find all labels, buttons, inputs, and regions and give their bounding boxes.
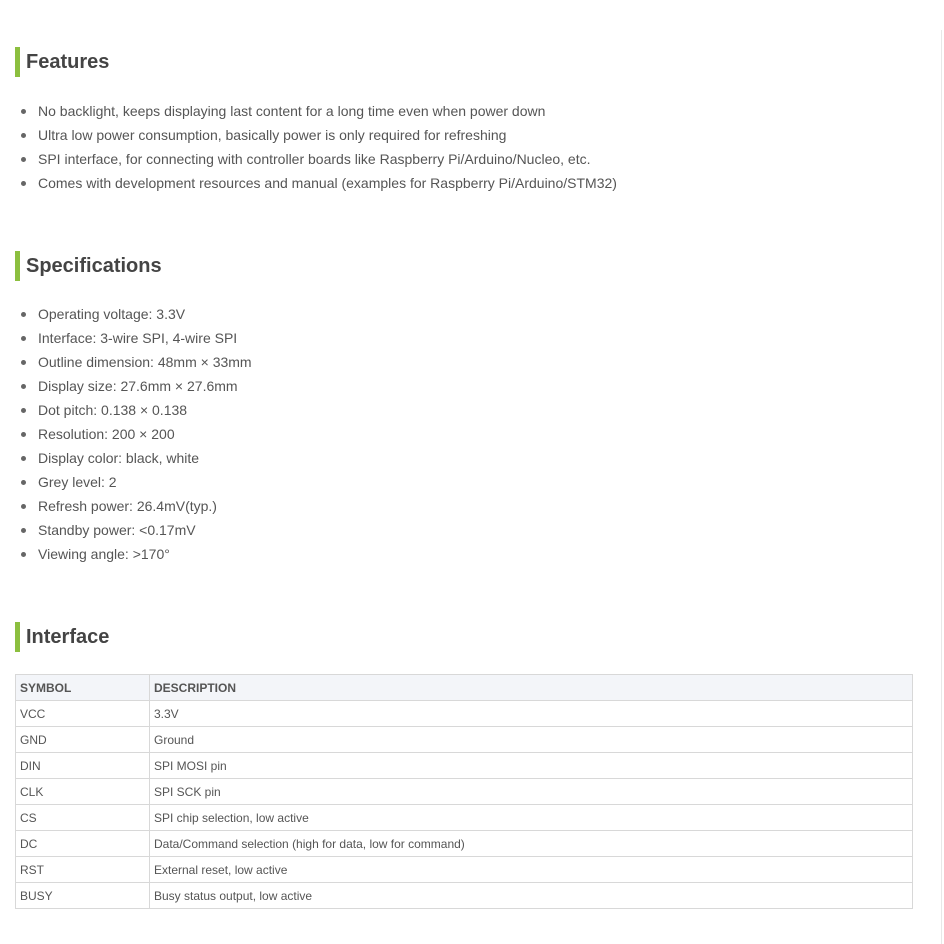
symbol-cell: CS <box>16 805 150 831</box>
table-row <box>16 805 913 831</box>
symbol-cell: DC <box>16 831 150 857</box>
symbol-cell: DIN <box>16 753 150 779</box>
description-cell: 3.3V <box>150 701 913 727</box>
list-item: Viewing angle: >170° <box>0 542 252 566</box>
features-list <box>0 99 617 195</box>
list-item: Resolution: 200 × 200 <box>0 422 252 446</box>
specifications-heading: Specifications <box>15 251 162 281</box>
column-header-description: DESCRIPTION <box>150 675 913 701</box>
description-cell: Busy status output, low active <box>150 883 913 909</box>
table-row <box>16 883 913 909</box>
table-header-row <box>16 675 913 701</box>
list-item: Dot pitch: 0.138 × 0.138 <box>0 398 252 422</box>
table-row <box>16 753 913 779</box>
list-item: Display color: black, white <box>0 446 252 470</box>
interface-table <box>15 674 913 909</box>
list-item: Comes with development resources and manual (examples for Raspberry Pi/Arduino/STM32) <box>0 171 617 195</box>
symbol-cell: GND <box>16 727 150 753</box>
description-cell: Data/Command selection (high for data, low for command) <box>150 831 913 857</box>
features-heading: Features <box>15 47 109 77</box>
table-row <box>16 701 913 727</box>
list-item: Interface: 3-wire SPI, 4-wire SPI <box>0 326 252 350</box>
symbol-cell: BUSY <box>16 883 150 909</box>
table-row <box>16 727 913 753</box>
list-item: SPI interface, for connecting with controller boards like Raspberry Pi/Arduino/Nucleo, etc. <box>0 147 617 171</box>
list-item: Operating voltage: 3.3V <box>0 302 252 326</box>
list-item: Standby power: <0.17mV <box>0 518 252 542</box>
table-row <box>16 857 913 883</box>
table-row <box>16 831 913 857</box>
column-header-symbol: SYMBOL <box>16 675 150 701</box>
list-item: Outline dimension: 48mm × 33mm <box>0 350 252 374</box>
description-cell: Ground <box>150 727 913 753</box>
description-cell: External reset, low active <box>150 857 913 883</box>
symbol-cell: VCC <box>16 701 150 727</box>
symbol-cell: CLK <box>16 779 150 805</box>
description-cell: SPI chip selection, low active <box>150 805 913 831</box>
specifications-list <box>0 302 252 566</box>
list-item: No backlight, keeps displaying last content for a long time even when power down <box>0 99 617 123</box>
description-cell: SPI MOSI pin <box>150 753 913 779</box>
symbol-cell: RST <box>16 857 150 883</box>
description-cell: SPI SCK pin <box>150 779 913 805</box>
list-item: Grey level: 2 <box>0 470 252 494</box>
table-row <box>16 779 913 805</box>
page-right-border <box>941 30 942 944</box>
list-item: Display size: 27.6mm × 27.6mm <box>0 374 252 398</box>
list-item: Ultra low power consumption, basically power is only required for refreshing <box>0 123 617 147</box>
list-item: Refresh power: 26.4mV(typ.) <box>0 494 252 518</box>
interface-heading: Interface <box>15 622 109 652</box>
